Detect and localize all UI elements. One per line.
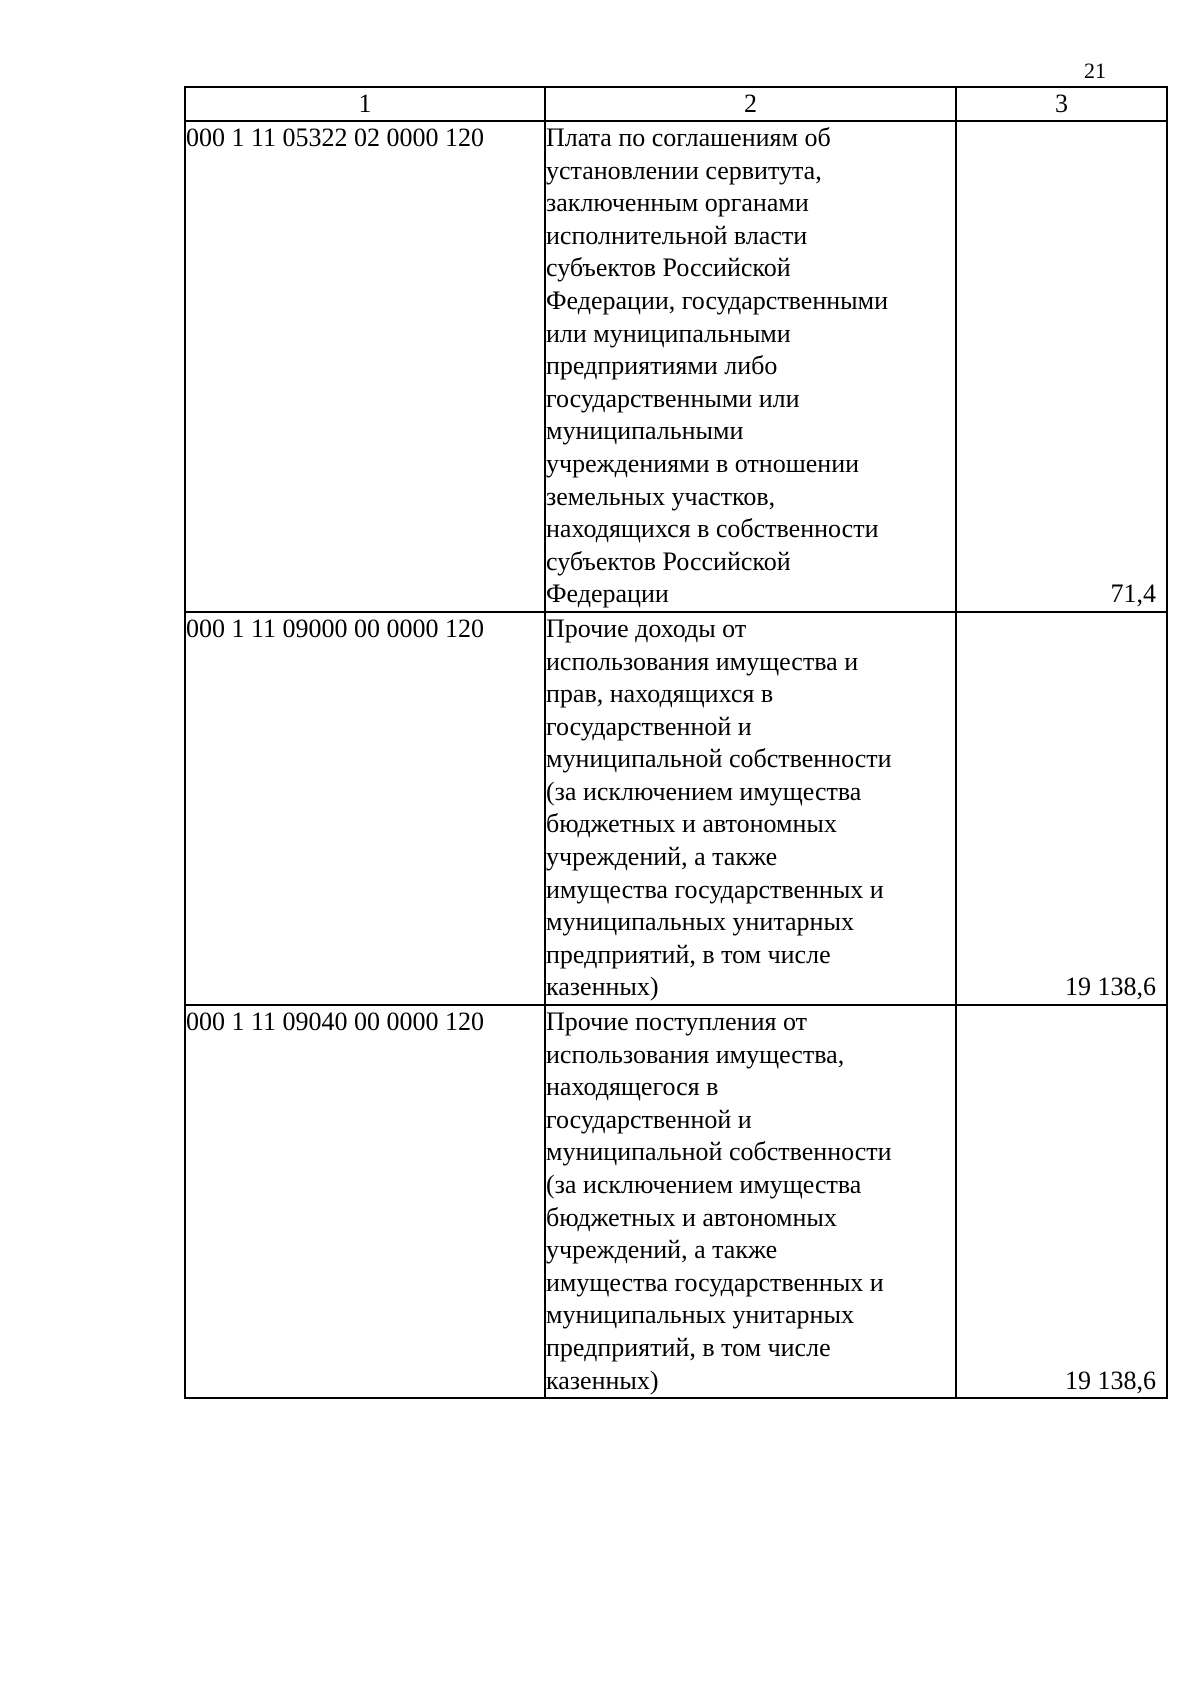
description-line: казенных) <box>546 972 659 1002</box>
description-line: Прочие доходы от <box>546 613 747 643</box>
description-line: Федерации, государственными <box>546 285 889 315</box>
description-line: муниципальной собственности <box>546 1137 892 1167</box>
amount-cell: 19 138,6 <box>956 612 1167 1005</box>
description-line: или муниципальными <box>546 318 791 348</box>
description-cell <box>545 612 956 1005</box>
description-line: Федерации <box>546 579 669 609</box>
table-header-row <box>185 87 1167 121</box>
amount-cell: 71,4 <box>956 121 1167 612</box>
description-line: имущества государственных и <box>546 874 884 904</box>
table-row <box>185 612 1167 1005</box>
description-line: муниципальной собственности <box>546 744 892 774</box>
column-header-2: 2 <box>545 87 956 121</box>
description-line: муниципальных унитарных <box>546 1300 854 1330</box>
description-line: предприятий, в том числе <box>546 1332 831 1362</box>
description-line: исполнительной власти <box>546 220 808 250</box>
description-line: муниципальными <box>546 416 744 446</box>
description-line: Плата по соглашениям об <box>546 123 831 152</box>
revenue-table <box>184 86 1168 1399</box>
description-line: имущества государственных и <box>546 1267 884 1297</box>
description-line: использования имущества, <box>546 1039 845 1069</box>
description-line: субъектов Российской <box>546 253 791 283</box>
description-cell <box>545 121 956 612</box>
description-line: использования имущества и <box>546 646 859 676</box>
description-line: муниципальных унитарных <box>546 907 854 937</box>
description-line: учреждений, а также <box>546 842 778 872</box>
description-line: бюджетных и автономных <box>546 809 837 839</box>
description-line: государственной и <box>546 711 752 741</box>
page-number: 21 <box>1084 58 1106 83</box>
description-line: находящегося в <box>546 1072 719 1102</box>
table-row <box>185 121 1167 612</box>
description-line: заключенным органами <box>546 188 809 218</box>
description-line: (за исключением имущества <box>546 1170 862 1199</box>
table-row <box>185 1005 1167 1398</box>
description-line: установлении сервитута, <box>546 155 822 185</box>
description-line: земельных участков, <box>546 481 776 511</box>
description-line: предприятий, в том числе <box>546 939 831 969</box>
description-line: предприятиями либо <box>546 351 778 381</box>
description-line: Прочие поступления от <box>546 1007 807 1037</box>
description-cell <box>545 1005 956 1398</box>
column-header-3: 3 <box>956 87 1167 121</box>
column-header-1: 1 <box>185 87 545 121</box>
description-line: учреждений, а также <box>546 1235 778 1265</box>
description-line: бюджетных и автономных <box>546 1202 837 1232</box>
budget-code-cell: 000 1 11 09040 00 0000 120 <box>185 1005 545 1398</box>
description-line: находящихся в собственности <box>546 514 879 544</box>
description-line: (за исключением имущества <box>546 776 862 806</box>
description-line: государственной и <box>546 1104 752 1134</box>
amount-cell: 19 138,6 <box>956 1005 1167 1398</box>
description-line: государственными или <box>546 383 800 413</box>
description-line: учреждениями в отношении <box>546 448 860 478</box>
description-line: прав, находящихся в <box>546 679 774 709</box>
budget-code-cell: 000 1 11 09000 00 0000 120 <box>185 612 545 1005</box>
description-line: субъектов Российской <box>546 546 791 576</box>
description-line: казенных) <box>546 1365 659 1395</box>
budget-code-cell: 000 1 11 05322 02 0000 120 <box>185 121 545 612</box>
